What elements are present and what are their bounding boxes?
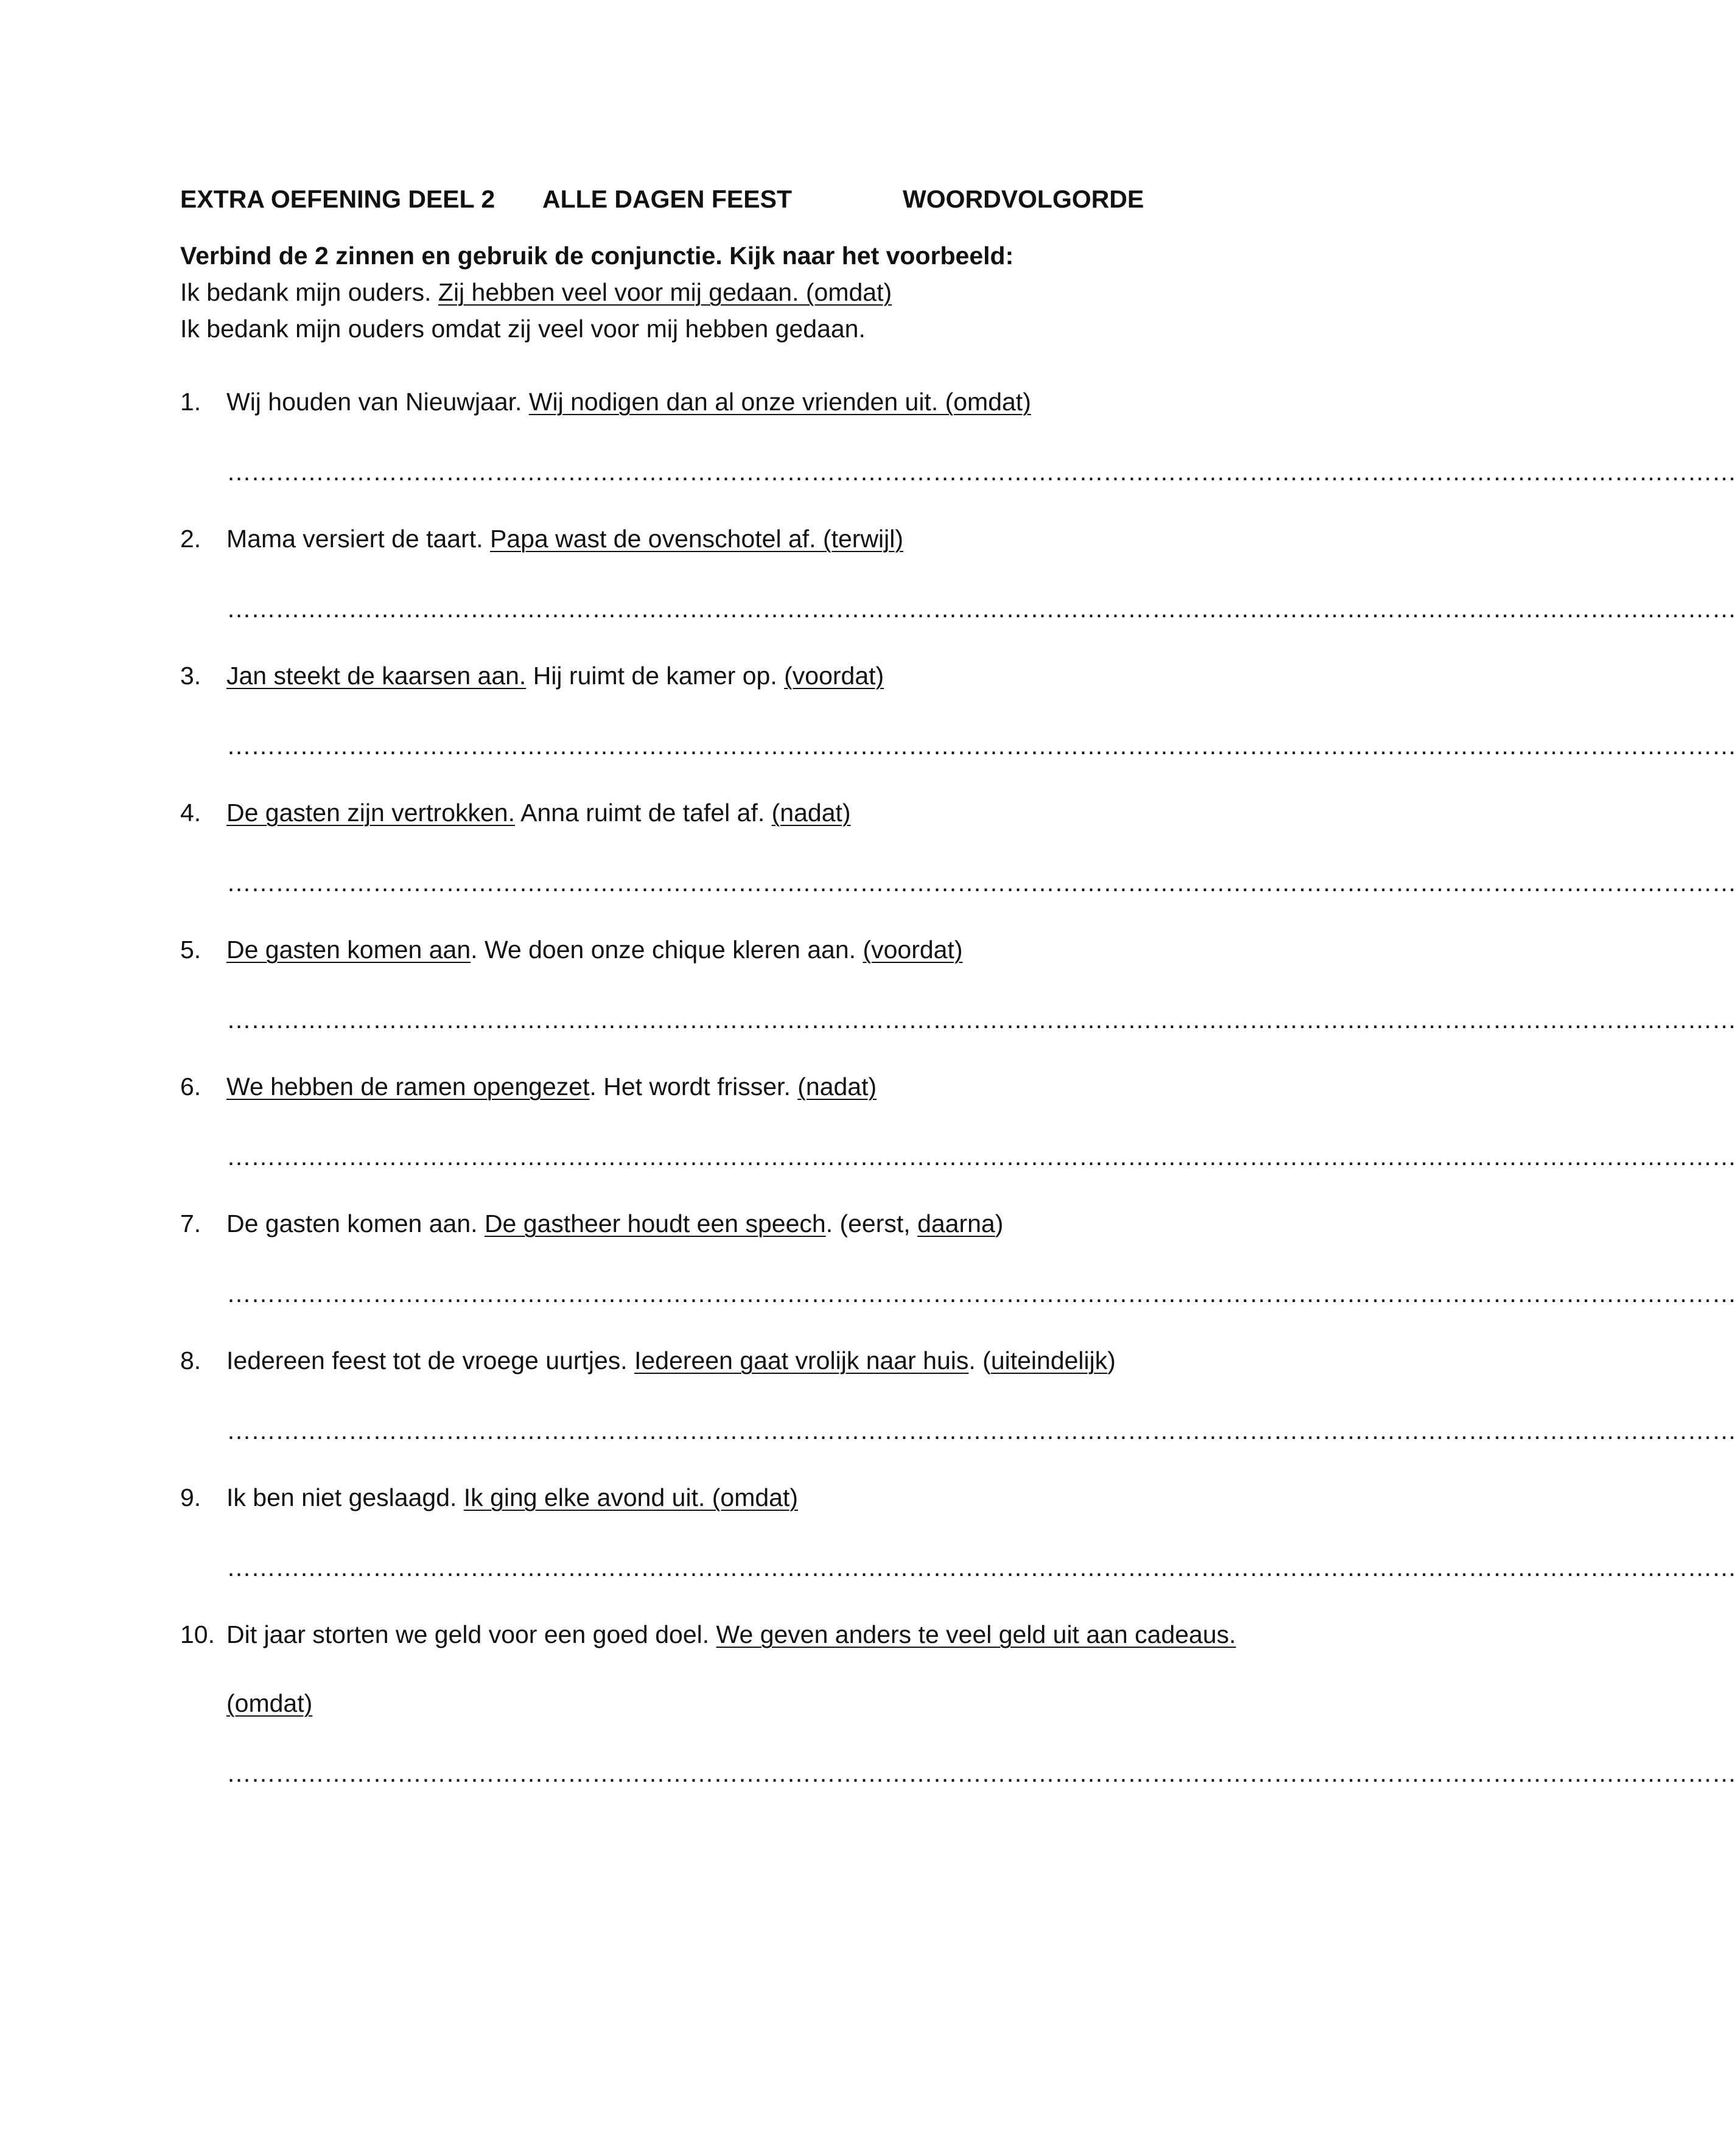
answer-line[interactable]: ……………………………………………………………………………………………………………………………………………………………………: [226, 1416, 1736, 1444]
item-number: 9.: [180, 1483, 201, 1511]
underlined-segment: Iedereen gaat vrolijk naar huis: [634, 1346, 969, 1374]
underlined-segment: De gasten zijn vertrokken.: [226, 799, 516, 827]
item-question: [226, 1479, 798, 1516]
item-question: [226, 1616, 1236, 1653]
underlined-segment: De gastheer houdt een speech: [484, 1210, 826, 1238]
sentence-segment: Anna ruimt de tafel af.: [515, 799, 772, 827]
sentence-segment: Ik ben niet geslaagd.: [226, 1483, 464, 1511]
sentence-segment: ): [995, 1210, 1004, 1238]
item-question: [226, 1205, 1003, 1242]
item-question: [226, 383, 1031, 420]
underlined-segment: (voordat): [784, 662, 884, 690]
underlined-segment: (voordat): [863, 936, 963, 964]
underlined-segment: daarna: [917, 1210, 995, 1238]
item-question: [226, 657, 884, 694]
answer-line[interactable]: ……………………………………………………………………………………………………………………………………………………………………: [226, 732, 1736, 760]
item-question: [226, 794, 851, 831]
header-exercise-title: EXTRA OEFENING DEEL 2: [180, 185, 495, 213]
answer-line[interactable]: ……………………………………………………………………………………………………………………………………………………………………: [226, 1006, 1736, 1034]
sentence-segment: Hij ruimt de kamer op.: [526, 662, 785, 690]
sentence-segment: . Het wordt frisser.: [589, 1073, 798, 1101]
item-number: 3.: [180, 662, 201, 690]
item-question: [226, 1068, 877, 1105]
sentence-segment: . (eerst,: [825, 1210, 918, 1238]
answer-line[interactable]: ……………………………………………………………………………………………………………………………………………………………………: [226, 1280, 1736, 1308]
sentence-segment: . We doen onze chique kleren aan.: [471, 936, 863, 964]
underlined-segment: (nadat): [797, 1073, 877, 1101]
item-question-continuation: [226, 1685, 312, 1721]
underlined-segment: We geven anders te veel geld uit aan cadeaus.: [716, 1620, 1236, 1648]
item-number: 4.: [180, 799, 201, 827]
answer-line[interactable]: ……………………………………………………………………………………………………………………………………………………………………: [226, 869, 1736, 897]
example-sentence-2: Ik bedank mijn ouders omdat zij veel voor mij hebben gedaan.: [180, 315, 866, 343]
sentence-segment: De gasten komen aan.: [226, 1210, 485, 1238]
sentence-segment: ): [1107, 1346, 1116, 1374]
example-plain: Ik bedank mijn ouders.: [180, 278, 438, 306]
worksheet-header: [180, 181, 1337, 217]
answer-line[interactable]: ……………………………………………………………………………………………………………………………………………………………………: [226, 1143, 1736, 1171]
item-number: 6.: [180, 1073, 201, 1101]
item-number: 7.: [180, 1210, 201, 1238]
header-theme-title: ALLE DAGEN FEEST: [542, 185, 793, 213]
answer-line[interactable]: ……………………………………………………………………………………………………………………………………………………………………: [226, 1759, 1736, 1787]
answer-line[interactable]: ……………………………………………………………………………………………………………………………………………………………………: [226, 1553, 1736, 1581]
sentence-segment: Dit jaar storten we geld voor een goed doel.: [226, 1620, 716, 1648]
header-topic-title: WOORDVOLGORDE: [903, 185, 1144, 213]
example-underlined: Zij hebben veel voor mij gedaan. (omdat): [438, 278, 892, 306]
item-number: 8.: [180, 1346, 201, 1374]
item-number: 5.: [180, 936, 201, 964]
sentence-segment: Mama versiert de taart.: [226, 525, 490, 553]
item-question: [226, 931, 963, 968]
underlined-segment: Papa wast de ovenschotel af. (terwijl): [489, 525, 904, 553]
underlined-segment: De gasten komen aan: [226, 936, 471, 964]
underlined-segment: (nadat): [771, 799, 851, 827]
item-number: 2.: [180, 525, 201, 553]
underlined-segment: We hebben de ramen opengezet: [226, 1073, 590, 1101]
underlined-segment: Ik ging elke avond uit. (omdat): [463, 1483, 799, 1511]
underlined-segment: (omdat): [226, 1689, 313, 1717]
sentence-segment: . (: [968, 1346, 991, 1374]
item-question: [226, 520, 903, 557]
underlined-segment: uiteindelijk: [990, 1346, 1108, 1374]
item-number: 10.: [180, 1620, 215, 1648]
item-question: [226, 1342, 1116, 1379]
underlined-segment: Jan steekt de kaarsen aan.: [226, 662, 527, 690]
answer-line[interactable]: ……………………………………………………………………………………………………………………………………………………………………: [226, 458, 1736, 486]
instruction-text: Verbind de 2 zinnen en gebruik de conjunctie. Kijk naar het voorbeeld:: [180, 242, 1014, 270]
answer-line[interactable]: ……………………………………………………………………………………………………………………………………………………………………: [226, 595, 1736, 623]
sentence-segment: Wij houden van Nieuwjaar.: [226, 388, 529, 416]
sentence-segment: Iedereen feest tot de vroege uurtjes.: [226, 1346, 635, 1374]
example-sentence-1: [180, 274, 892, 310]
underlined-segment: Wij nodigen dan al onze vrienden uit. (omdat): [528, 388, 1031, 416]
item-number: 1.: [180, 388, 201, 416]
